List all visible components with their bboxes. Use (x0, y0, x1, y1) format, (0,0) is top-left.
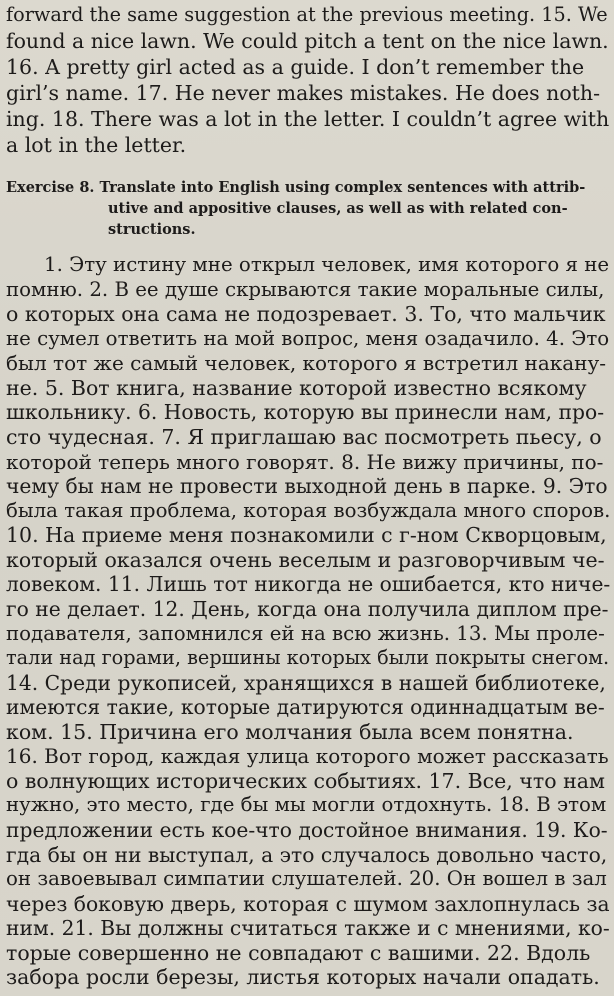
text-line: был тот же самый человек, которого я встретил накану- (6, 351, 607, 376)
text-line: школьнику. 6. Новость, которую вы принесли нам, про- (6, 400, 605, 425)
text-line: чему бы нам не провести выходной день в парке. 9. Это (6, 474, 608, 499)
exercise-heading (6, 178, 585, 198)
text-line: ним. 21. Вы должны считаться также и с мнениями, ко- (6, 916, 610, 941)
text-line: ком. 15. Причина его молчания была всем понятна. (6, 719, 574, 744)
text-line: предложении есть кое-что достойное внимания. 19. Ко- (6, 818, 608, 843)
text-line: ing. 18. There was a lot in the letter. I couldn’t agree with (6, 107, 610, 131)
text-line: 1. Эту истину мне открыл человек, имя которого я не (44, 253, 610, 276)
text-line: не. 5. Вот книга, название которой известно всякому (6, 375, 587, 400)
text-line: торые совершенно не совпадают с вашими. 22. Вдоль (6, 940, 591, 965)
text-line: которой теперь много говорят. 8. Не вижу причины, по- (6, 449, 604, 474)
text-line: a lot in the letter. (6, 133, 187, 157)
text-line: го не делает. 12. День, когда она получила диплом пре- (6, 596, 609, 621)
text-line: забора росли березы, листья которых начали опадать. (6, 965, 600, 990)
text-line: girl’s name. 17. He never makes mistakes. He does noth- (6, 81, 601, 105)
text-line: была такая проблема, которая возбуждала много споров. (6, 498, 611, 522)
text-line: сто чудесная. 7. Я приглашаю вас посмотреть пьесу, о (6, 424, 602, 449)
text-line: ловеком. 11. Лишь тот никогда не ошибается, кто ниче- (6, 572, 611, 597)
text-line: 16. Вот город, каждая улица которого может рассказать (6, 744, 609, 769)
text-line: тали над горами, вершины которых были покрыты снегом. (6, 646, 610, 670)
text-line: found a nice lawn. We could pitch a tent on the nice lawn. (6, 29, 609, 53)
text-line: помню. 2. В ее душе скрываются такие моральные силы, (6, 277, 605, 301)
text-line: имеются такие, которые датируются одиннадцатым ве- (6, 695, 605, 720)
text-line: который оказался очень веселым и разговорчивым че- (6, 547, 605, 572)
text-line: 14. Среди рукописей, хранящихся в нашей библиотеке, (6, 670, 606, 695)
text-line: о волнующих исторических событиях. 17. Все, что нам (6, 768, 605, 793)
text-line: не сумел ответить на мой вопрос, меня озадачило. 4. Это (6, 326, 610, 350)
text-line: он завоевывал симпатии слушателей. 20. Он вошел в зал (6, 867, 607, 891)
text-line: гда бы он ни выступал, а это случалось довольно часто, (6, 842, 608, 867)
text-line: о которых она сама не подозревает. 3. То, что мальчик (6, 302, 606, 327)
exercise-instruction-line: utive and appositive clauses, as well as with related con- (108, 200, 568, 217)
text-line: 10. На приеме меня познакомили с г-ном Скворцовым, (6, 523, 607, 548)
exercise-instruction-line: structions. (108, 221, 196, 238)
text-line: через боковую дверь, которая с шумом захлопнулась за (6, 891, 610, 916)
text-line: подавателя, запомнился ей на всю жизнь. 13. Мы проле- (6, 621, 605, 645)
exercise-instruction: Translate into English using complex sentences with attrib- (99, 179, 586, 196)
text-line: 16. A pretty girl acted as a guide. I don’t remember the (6, 55, 585, 79)
text-line: нужно, это место, где бы мы могли отдохнуть. 18. В этом (6, 793, 607, 817)
text-line: forward the same suggestion at the previous meeting. 15. We (6, 3, 608, 26)
exercise-label: Exercise 8. (6, 179, 95, 196)
